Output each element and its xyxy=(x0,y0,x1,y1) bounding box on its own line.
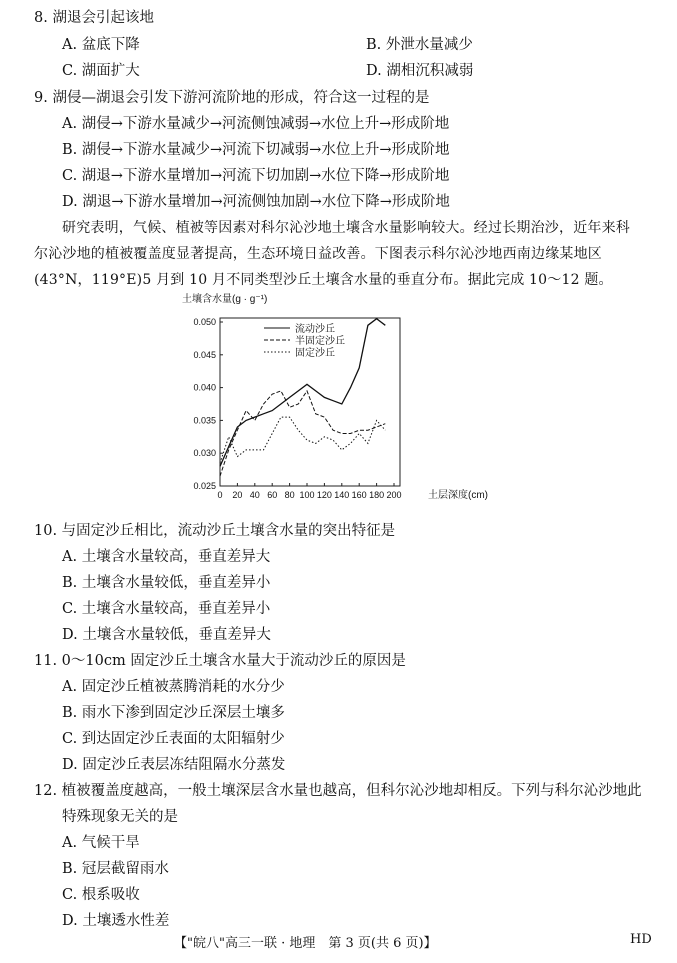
footer-code: HD xyxy=(630,932,652,947)
q8-stem: 8. 湖退会引起该地 xyxy=(34,10,154,26)
x-tick-label: 20 xyxy=(232,490,243,500)
series-line-3 xyxy=(220,417,385,463)
q9-option-c: C. 湖退→下游水量增加→河流下切加剧→水位下降→形成阶地 xyxy=(62,168,450,184)
x-tick-label: 0 xyxy=(217,490,223,500)
q12-stem-line-1: 12. 植被覆盖度越高，一般土壤深层含水量也越高，但科尔沁沙地却相反。下列与科尔沁沙地此 xyxy=(34,783,642,799)
q8-option-a: A. 盆底下降 xyxy=(62,37,140,53)
y-tick-label: 0.045 xyxy=(193,349,216,360)
q10-option-c: C. 土壤含水量较高，垂直差异小 xyxy=(62,601,271,617)
q11-option-c: C. 到达固定沙丘表面的太阳辐射少 xyxy=(62,731,285,747)
y-tick-label: 0.030 xyxy=(193,448,216,459)
q8-option-c: C. 湖面扩大 xyxy=(62,63,140,79)
q12-option-a: A. 气候干旱 xyxy=(62,835,140,851)
q12-stem-line-2: 特殊现象无关的是 xyxy=(62,809,178,825)
intro-line-2: 尔沁沙地的植被覆盖度显著提高，生态环境日益改善。下图表示科尔沁沙地西南边缘某地区 xyxy=(34,246,602,262)
q12-option-c: C. 根系吸收 xyxy=(62,887,140,903)
q9-option-b: B. 湖侵→下游水量减少→河流下切减弱→水位上升→形成阶地 xyxy=(62,142,450,158)
q11-option-b: B. 雨水下渗到固定沙丘深层土壤多 xyxy=(62,705,285,721)
q12-option-b: B. 冠层截留雨水 xyxy=(62,861,169,877)
y-tick-label: 0.040 xyxy=(193,382,216,393)
intro-line-1: 研究表明，气候、植被等因素对科尔沁沙地土壤含水量影响较大。经过长期治沙，近年来科 xyxy=(62,220,630,236)
x-tick-label: 120 xyxy=(316,490,332,500)
y-tick-label: 0.025 xyxy=(193,481,216,491)
legend-label-2: 半固定沙丘 xyxy=(295,336,345,347)
soil-moisture-chart xyxy=(178,288,508,506)
chart-y-label: 土壤含水量(g · g⁻¹) xyxy=(182,294,268,305)
x-tick-label: 80 xyxy=(284,490,295,500)
x-tick-label: 140 xyxy=(334,490,350,500)
x-tick-label: 100 xyxy=(299,490,315,500)
q10-option-a: A. 土壤含水量较高，垂直差异大 xyxy=(62,549,271,565)
page-footer: 【"皖八"高三一联 · 地理 第 3 页(共 6 页)】 xyxy=(174,936,437,951)
q11-stem: 11. 0～10cm 固定沙丘土壤含水量大于流动沙丘的原因是 xyxy=(34,653,406,669)
series-line-2 xyxy=(220,391,385,476)
y-tick-label: 0.050 xyxy=(193,317,216,327)
x-tick-label: 180 xyxy=(369,490,385,500)
legend-label-3: 固定沙丘 xyxy=(295,348,335,359)
x-tick-label: 40 xyxy=(249,490,260,500)
x-tick-label: 160 xyxy=(351,490,367,500)
q9-option-d: D. 湖退→下游水量增加→河流侧蚀加剧→水位下降→形成阶地 xyxy=(62,194,450,210)
x-tick-label: 200 xyxy=(386,490,402,500)
q9-option-a: A. 湖侵→下游水量减少→河流侧蚀减弱→水位上升→形成阶地 xyxy=(62,116,450,132)
legend-label-1: 流动沙丘 xyxy=(295,324,335,335)
q10-stem: 10. 与固定沙丘相比，流动沙丘土壤含水量的突出特征是 xyxy=(34,523,396,539)
q8-option-d: D. 湖相沉积减弱 xyxy=(366,63,474,79)
q9-stem: 9. 湖侵—湖退会引发下游河流阶地的形成，符合这一过程的是 xyxy=(34,90,430,106)
chart-legend xyxy=(264,322,345,359)
x-tick-label: 60 xyxy=(267,490,278,500)
q11-option-a: A. 固定沙丘植被蒸腾消耗的水分少 xyxy=(62,679,285,695)
q11-option-d: D. 固定沙丘表层冻结阻隔水分蒸发 xyxy=(62,757,286,773)
q10-option-b: B. 土壤含水量较低，垂直差异小 xyxy=(62,575,271,591)
q8-option-b: B. 外泄水量减少 xyxy=(366,37,473,53)
q12-option-d: D. 土壤透水性差 xyxy=(62,913,170,929)
chart-x-label: 土层深度(cm) xyxy=(428,490,488,501)
y-tick-label: 0.035 xyxy=(193,415,216,426)
intro-line-3: (43°N，119°E)5 月到 10 月不同类型沙丘土壤含水量的垂直分布。据此完成 10～12 题。 xyxy=(34,272,613,288)
q10-option-d: D. 土壤含水量较低，垂直差异大 xyxy=(62,627,271,643)
